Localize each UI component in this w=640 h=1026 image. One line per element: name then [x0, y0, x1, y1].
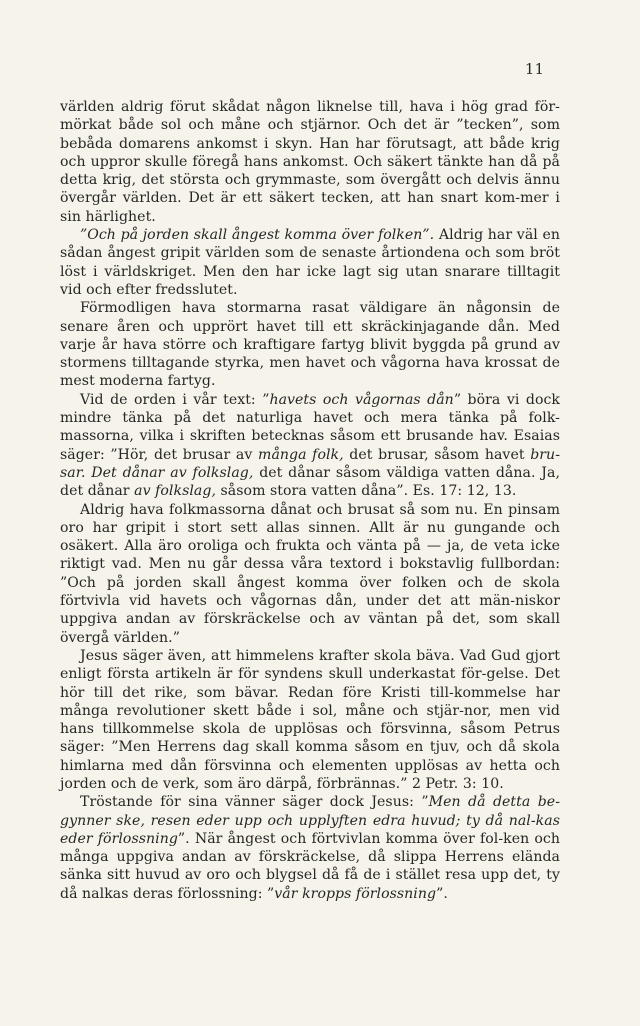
paragraph [60, 98, 560, 226]
text-run: Aldrig hava folkmassorna dånat och brusat så som nu. En pinsam oro har gripit i stort sett allas sinnen. Allt är nu gungande och osäkert. Alla äro oroliga och frukta och vänta på — ja, de veta icke riktigt vad. Men nu går dessa våra textord i bokstavlig fullbordan: ”Och på jorden skall ångest komma över folken och de skola förtvivla vid havets och vågornas dån, under det att män-niskor uppgiva andan av förskräckelse och av väntan på det, som skall övergå världen.” [60, 501, 560, 646]
text-run: ” böra vi dock mindre tänka på det naturliga havet och mera tänka på folk-massorna, vilka i skriften betecknas såsom ett brusande hav. Esaias säger: ”Hör, det brusar av [60, 391, 561, 463]
italic-run: bru-sar. Det dånar av folkslag, [60, 446, 561, 481]
text-run: det brusar, såsom havet [343, 446, 531, 463]
paragraph [60, 299, 560, 390]
paragraph [60, 391, 560, 501]
italic-run: havets och vågornas dån [269, 391, 454, 408]
paragraph [60, 226, 560, 299]
italic-run: ”Och på jorden skall ångest komma över folken”. [80, 227, 435, 244]
text-run: Förmodligen hava stormarna rasat väldigare än någonsin de senare åren och upprört havet till ett skräckinjagande dån. Med varje år hava större och kraftigare fartyg blivit byggda på grund av stormens tilltagande styrka, men havet och vågorna hava krossat de mest moderna fartyg. [60, 300, 560, 390]
text-run: ”. När ångest och förtvivlan komma över fol-ken och många uppgiva andan av förskräckelse, då slippa Herrens elända sänka sitt huvud av oro och blygsel då få de i stället resa upp det, ty då nalkas deras förlossning: ” [60, 830, 560, 902]
italic-run: Men då detta be-gynner ske, resen eder upp och upplyften edra huvud; ty då nal-kas eder förlossning [60, 794, 561, 847]
paragraph [60, 793, 560, 903]
text-run: ”. [436, 885, 448, 902]
paragraph [60, 647, 560, 793]
text-run: det dånar såsom väldiga vatten dåna. Ja, det dånar [60, 464, 560, 500]
text-run: Tröstande för sina vänner säger dock Jesus: ” [80, 794, 429, 811]
text-run: världen aldrig förut skådat någon liknelse till, hava i hög grad för-mörkat både sol och måne och stjärnor. Och det är ”tecken”, som bebåda domarens ankomst i skyn. Han har förutsagt, att både krig och uppror skulle föregå hans ankomst. Och säkert tänkte han då på detta krig, det största och grymmaste, som övergått och delvis ännu övergår världen. Det är ett säkert tecken, att han snart kom-mer i sin härlighet. [60, 99, 560, 225]
text-run: såsom stora vatten dåna”. Es. 17: 12, 13. [215, 483, 517, 500]
body-text [60, 98, 560, 903]
text-run: Jesus säger även, att himmelens krafter skola bäva. Vad Gud gjort enligt första artikeln är för syndens skull underkastat för-gelse. Det hör till det rike, som bävar. Redan före Kristi till-kommelse har många revolutioner skett både i sol, måne och stjär-nor, men vid hans tillkommelse skola de upplösas och försvinna, såsom Petrus säger: ”Men Herrens dag skall komma såsom en tjuv, och då skola himlarna med dån försvinna och elementen upplösas av hetta och jorden och de verk, som äro därpå, förbrännas.” 2 Petr. 3: 10. [60, 647, 560, 792]
italic-run: vår kropps förlossning [274, 885, 437, 902]
text-run: Aldrig har väl en sådan ångest gripit världen som de senaste årtiondena och som bröt löst i världskriget. Men den har icke lagt sig utan snarare tilltagit vid och efter fredsslutet. [60, 227, 561, 298]
italic-run: många folk, [258, 446, 344, 463]
text-run: Vid de orden i vår text: ” [80, 391, 270, 408]
italic-run: av folkslag, [134, 483, 216, 500]
page-number: 11 [524, 60, 544, 78]
paragraph [60, 501, 560, 647]
